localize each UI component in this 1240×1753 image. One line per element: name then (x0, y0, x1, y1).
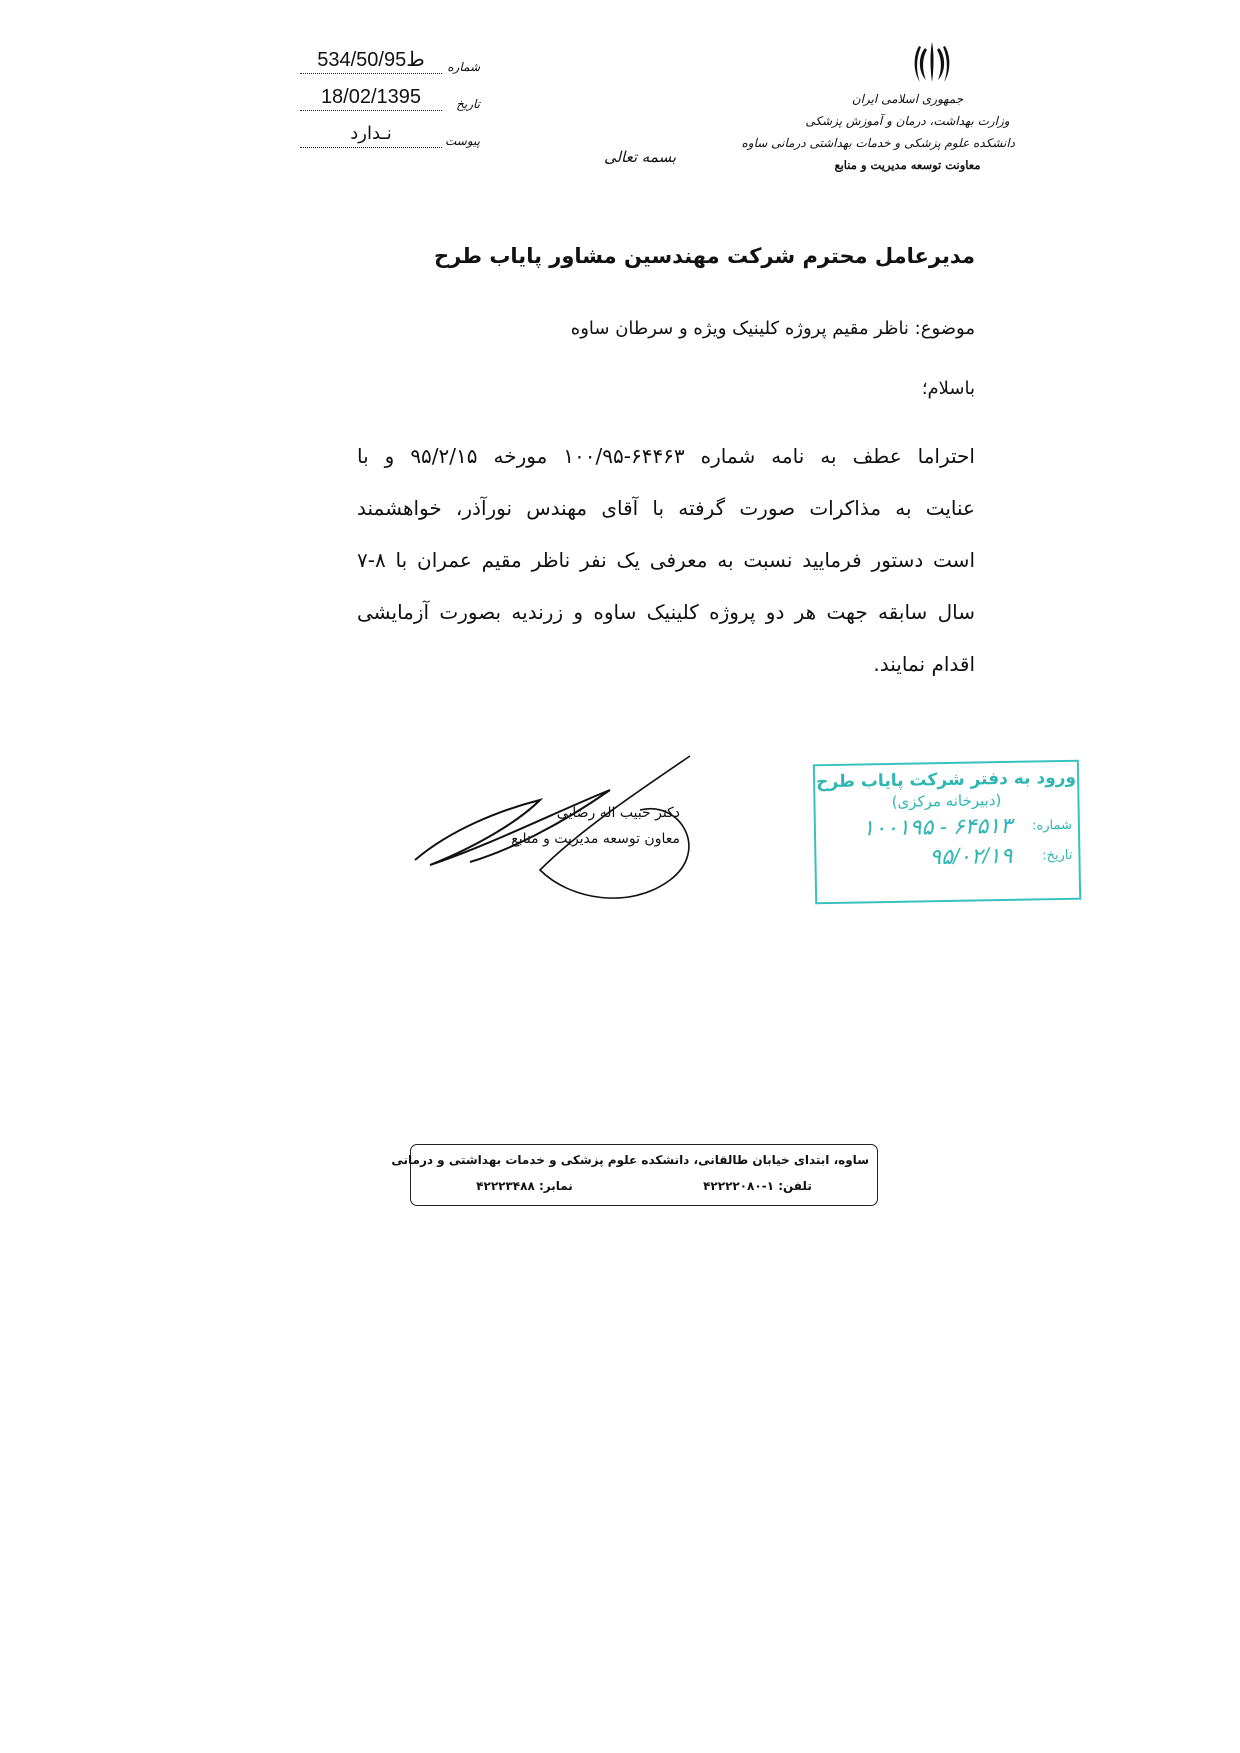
body-line-4: سال سابقه جهت هر دو پروژه کلینیک ساوه و زرندیه بصورت آزمایشی (357, 600, 975, 624)
date-value: 18/02/1395 (300, 84, 442, 111)
ministry-header (741, 88, 1015, 176)
footer-phone: تلفن: ۱-۴۲۲۲۲۰۸۰ (703, 1179, 812, 1193)
bismillah-heading: بسمه تعالی (603, 148, 677, 166)
body-line-5: اقدام نمایند. (873, 652, 975, 676)
body-line-2: عنایت به مذاکرات صورت گرفته با آقای مهندس نورآذر، خواهشمند (357, 496, 975, 520)
stamp-number-value: ۱۰۰۱۹۵ - ۶۴۵۱۳ (862, 812, 1013, 841)
signature-block (470, 800, 680, 852)
signer-name: دکتر حبیب اله رضایی (556, 805, 680, 821)
attachment-value: نـدارد (300, 121, 442, 148)
ministry-line-2: وزارت بهداشت، درمان و آموزش پزشکی (805, 114, 1010, 128)
date-row (300, 81, 480, 111)
number-label: شماره (447, 60, 480, 74)
ministry-line-4: معاونت توسعه مدیریت و منابع (834, 158, 981, 172)
attachment-row (300, 118, 480, 148)
letter-meta (300, 44, 480, 155)
body-line-1: احتراما عطف به نامه شماره ۶۴۴۶۳-۱۰۰/۹۵ مورخه ۹۵/۲/۱۵ و با (357, 444, 975, 468)
greeting: باسلام؛ (921, 378, 975, 399)
stamp-number-label: شماره: (1031, 817, 1073, 834)
attachment-label: پیوست (445, 134, 480, 148)
ministry-line-1: جمهوری اسلامی ایران (851, 92, 964, 106)
iran-emblem-icon (912, 38, 952, 86)
number-value: 534/50/ط95 (300, 47, 442, 74)
ministry-line-3: دانشکده علوم پزشکی و خدمات بهداشتی درمانی ساوه (741, 136, 1015, 150)
stamp-number-row (816, 812, 1078, 843)
footer-address-box (391, 1144, 878, 1206)
addressee: مدیرعامل محترم شرکت مهندسین مشاور پایاب طرح (434, 244, 975, 268)
body-line-3: است دستور فرمایید نسبت به معرفی یک نفر ناظر مقیم عمران با ۸-۷ (357, 548, 975, 572)
footer-contact-row (411, 1179, 877, 1193)
received-stamp (813, 760, 1081, 905)
number-row (300, 44, 480, 74)
signer-title: معاون توسعه مدیریت و منابع (511, 831, 680, 847)
stamp-subtitle: (دبیرخانه مرکزی) (891, 791, 1002, 811)
footer-address: ساوه، ابتدای خیابان طالقانی، دانشکده علوم پزشکی و خدمات بهداشتی و درمانی (391, 1153, 869, 1167)
stamp-date-label: تاریخ: (1042, 847, 1073, 863)
footer-fax: نمابر: ۴۲۲۲۳۴۸۸ (476, 1179, 573, 1193)
stamp-date-row (816, 842, 1078, 873)
date-label: تاریخ (456, 97, 480, 111)
stamp-date-value: ۹۵/۰۲/۱۹ (929, 842, 1013, 870)
stamp-title: ورود به دفتر شرکت پایاب طرح (815, 767, 1077, 793)
subject-line: موضوع: ناظر مقیم پروژه کلینیک ویژه و سرطان ساوه (570, 318, 975, 339)
letter-body (357, 430, 975, 690)
